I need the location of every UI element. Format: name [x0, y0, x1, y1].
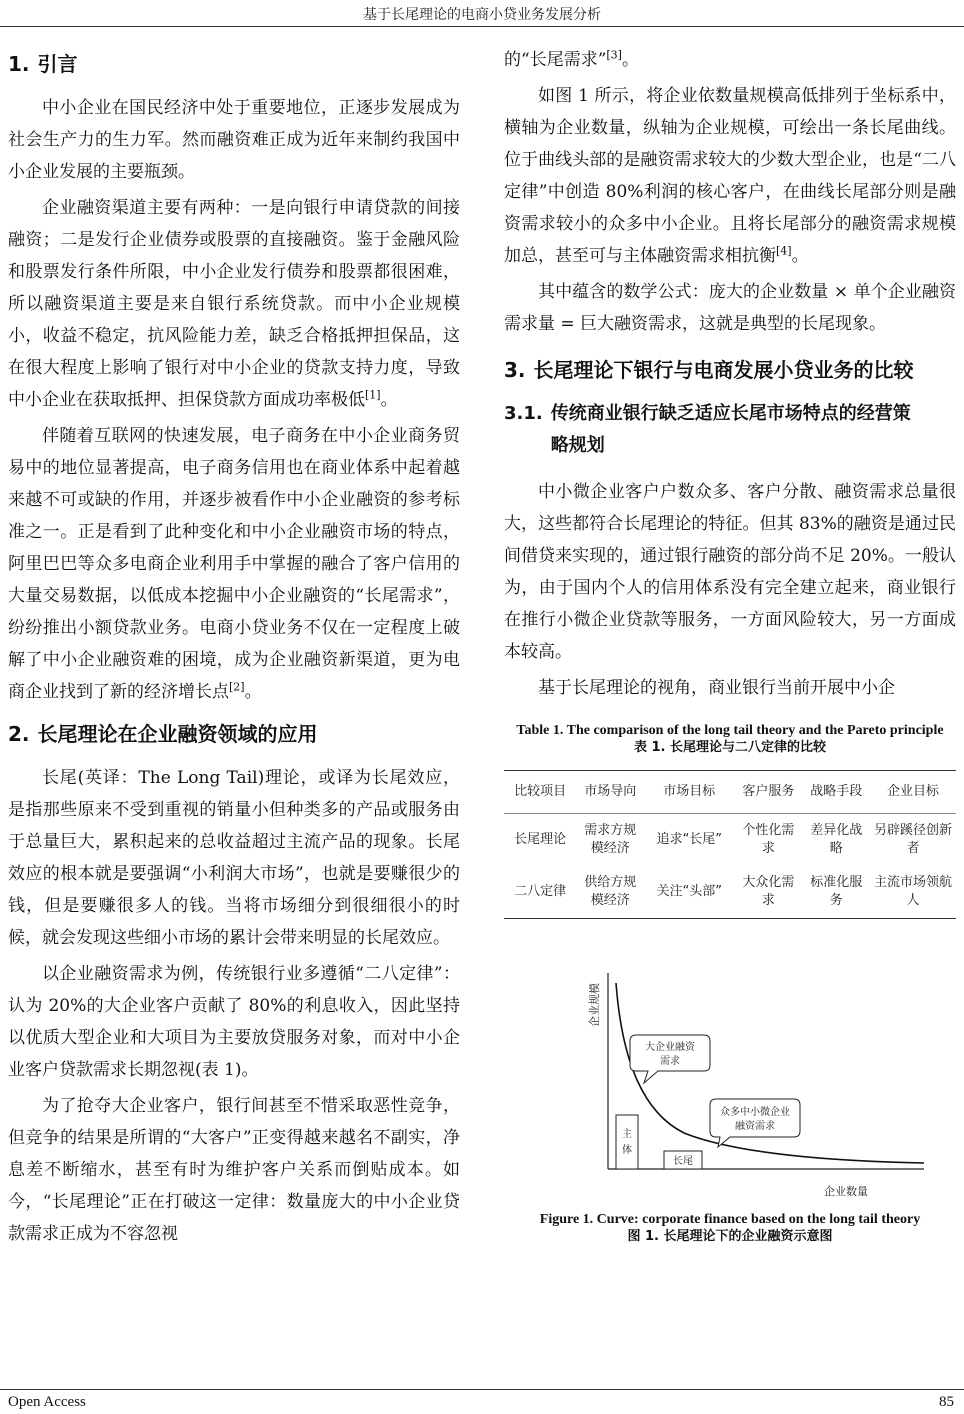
table-cell: 大众化需求 — [742, 875, 795, 908]
citation[interactable]: [3] — [606, 48, 622, 62]
section-title: 引言 — [37, 52, 78, 76]
y-axis-label: 企业规模 — [588, 983, 601, 1027]
subsection-title: 传统商业银行缺乏适应长尾市场特点的经营策略规划 — [550, 403, 911, 456]
figure-caption-en: Figure 1. Curve: corporate finance based on the long tail theory — [539, 1212, 921, 1227]
head-box-label-1: 主 — [622, 1129, 632, 1140]
callout-large-line-1: 大企业融资 — [645, 1042, 695, 1053]
table-caption — [504, 722, 956, 756]
paragraph: 为了抢夺大企业客户，银行间甚至不惜采取恶性竞争，但竞争的结果是所谓的“大客户”正变得越来越名不副实，净息差不断缩水，甚至有时为维护客户关系而倒贴成本。如今，“长尾理论”正在打破这一定律：数量庞大的中小企业贷款需求正成为不容忽视 — [8, 1096, 460, 1244]
table-header-cell: 市场目标 — [663, 784, 716, 799]
figure-1 — [504, 943, 956, 1203]
table-header-cell: 市场导向 — [584, 784, 637, 799]
table-caption-cn: 表 1. 长尾理论与二八定律的比较 — [633, 740, 827, 755]
paragraph — [8, 192, 460, 416]
footer-journal: Open Access — [8, 1394, 86, 1410]
paragraph-end: 。 — [380, 390, 398, 410]
subsection-3-1-heading — [504, 398, 956, 462]
paragraph-text: 的“长尾需求” — [504, 50, 607, 70]
table-header-cell: 战略手段 — [810, 784, 863, 799]
x-axis-label: 企业数量 — [824, 1185, 868, 1198]
section-1-heading — [8, 48, 460, 80]
section-3-heading — [504, 354, 956, 386]
long-tail-diagram — [504, 943, 956, 1203]
table-cell: 供给方规模经济 — [584, 875, 637, 908]
table-cell: 个性化需求 — [742, 823, 795, 856]
section-number: 2. — [8, 722, 30, 746]
paragraph-end: 。 — [791, 246, 809, 266]
paragraph: 以企业融资需求为例，传统银行业多遵循“二八定律”：认为 20%的大企业客户贡献了 80%的利息收入，因此坚持以优质大型企业和大项目为主要放贷服务对象，而对中小企业客户贷款需求长期忽视(表 1)。 — [8, 964, 460, 1080]
table-cell: 另辟蹊径创新者 — [874, 823, 953, 856]
citation[interactable]: [1] — [365, 388, 381, 402]
figure-caption-cn: 图 1. 长尾理论下的企业融资示意图 — [627, 1229, 833, 1244]
subsection-number: 3.1. — [504, 403, 543, 424]
section-number: 1. — [8, 52, 30, 76]
paragraph-continued — [504, 44, 956, 76]
section-title: 长尾理论在企业融资领域的应用 — [37, 722, 318, 746]
section-title: 长尾理论下银行与电商发展小贷业务的比较 — [533, 358, 914, 382]
paragraph-end: 。 — [621, 50, 639, 70]
table-cell: 需求方规模经济 — [584, 823, 637, 856]
paragraph: 其中蕴含的数学公式：庞大的企业数量 × 单个企业融资需求量 = 巨大融资需求，这就是典型的长尾现象。 — [504, 282, 956, 334]
paragraph: 中小微企业客户户数众多、客户分散、融资需求总量很大，这些都符合长尾理论的特征。但其 83%的融资是通过民间借贷来实现的，通过银行融资的部分尚不足 20%。一般认为，由于国内个人的信用体系没有完全建立起来，商业银行在推行小微企业贷款等服务，一方面风险较大，另一方面成本较高。 — [504, 482, 956, 662]
comparison-table — [504, 770, 956, 919]
paragraph — [8, 420, 460, 708]
table-cell: 标准化服务 — [810, 875, 863, 908]
paragraph: 中小企业在国民经济中处于重要地位，正逐步发展成为社会生产力的生力军。然而融资难正成为近年来制约我国中小企业发展的主要瓶颈。 — [8, 98, 460, 182]
tail-box-label: 长尾 — [673, 1156, 693, 1167]
table-row — [504, 866, 956, 919]
table-header-cell: 企业目标 — [887, 784, 940, 799]
callout-sme-line-1: 众多中小微企业 — [720, 1107, 790, 1118]
table-header-cell: 比较项目 — [514, 784, 567, 799]
paragraph-end: 。 — [244, 682, 262, 702]
table-header-row — [504, 771, 956, 814]
table-caption-en: Table 1. The comparison of the long tail theory and the Pareto principle — [516, 723, 944, 738]
header-rule — [0, 26, 964, 27]
footer-rule — [0, 1389, 964, 1390]
table-row — [504, 814, 956, 867]
paragraph-text: 企业融资渠道主要有两种：一是向银行申请贷款的间接融资；二是发行企业债券或股票的直接融资。鉴于金融风险和股票发行条件所限，中小企业发行债券和股票都很困难，所以融资渠道主要是来自银行系统贷款。而中小企业规模小，收益不稳定，抗风险能力差，缺乏合格抵押担保品，这在很大程度上影响了银行对中小企业的贷款支持力度，导致中小企业在获取抵押、担保贷款方面成功率极低 — [8, 198, 460, 410]
paragraph: 基于长尾理论的视角，商业银行当前开展中小企 — [538, 678, 895, 698]
citation[interactable]: [2] — [229, 680, 245, 694]
table-header-cell: 客户服务 — [742, 784, 795, 799]
head-box-label-2: 体 — [622, 1145, 632, 1156]
citation[interactable]: [4] — [776, 244, 792, 258]
table-cell: 二八定律 — [514, 884, 567, 899]
figure-caption — [504, 1211, 956, 1245]
table-cell: 关注“头部” — [656, 884, 723, 899]
running-header: 基于长尾理论的电商小贷业务发展分析 — [363, 7, 601, 23]
paragraph — [504, 80, 956, 272]
section-number: 3. — [504, 358, 526, 382]
head-box — [616, 1115, 638, 1169]
table-cell: 追求“长尾” — [656, 832, 723, 847]
callout-sme-line-2: 融资需求 — [735, 1121, 775, 1132]
left-column — [8, 44, 460, 1254]
paragraph-text: 如图 1 所示，将企业依数量规模高低排列于坐标系中，横轴为企业数量，纵轴为企业规模，可绘出一条长尾曲线。位于曲线头部的是融资需求较大的少数大型企业，也是“二八定律”中创造 80%利润的核心客户，在曲线长尾部分则是融资需求较小的众多中小企业。且将长尾部分的融资需求规模加总，甚至可与主体融资需求相抗衡 — [504, 86, 956, 266]
right-column — [504, 44, 956, 1245]
paragraph-text: 伴随着互联网的快速发展，电子商务在中小企业商务贸易中的地位显著提高，电子商务信用也在商业体系中起着越来越不可或缺的作用，并逐步被看作中小企业融资的参考标准之一。正是看到了此种变化和中小企业融资市场的特点，阿里巴巴等众多电商企业利用手中掌握的融合了客户信用的大量交易数据，以低成本挖掘中小企业融资的“长尾需求”，纷纷推出小额贷款业务。电商小贷业务不仅在一定程度上破解了中小企业融资难的困境，成为企业融资新渠道，更为电商企业找到了新的经济增长点 — [8, 426, 460, 702]
page-number: 85 — [939, 1394, 954, 1410]
section-2-heading — [8, 718, 460, 750]
paragraph: 长尾(英译：The Long Tail)理论，或译为长尾效应，是指那些原来不受到重视的销量小但种类多的产品或服务由于总量巨大，累积起来的总收益超过主流产品的现象。长尾效应的根本就是要强调“小利润大市场”，也就是要赚很少的钱，但是要赚很多人的钱。当将市场细分到很细很小的时候，就会发现这些细小市场的累计会带来明显的长尾效应。 — [8, 768, 460, 948]
table-cell: 差异化战略 — [810, 823, 863, 856]
table-cell: 主流市场领航人 — [874, 875, 953, 908]
callout-large-line-2: 需求 — [660, 1056, 680, 1067]
table-cell: 长尾理论 — [514, 832, 567, 847]
